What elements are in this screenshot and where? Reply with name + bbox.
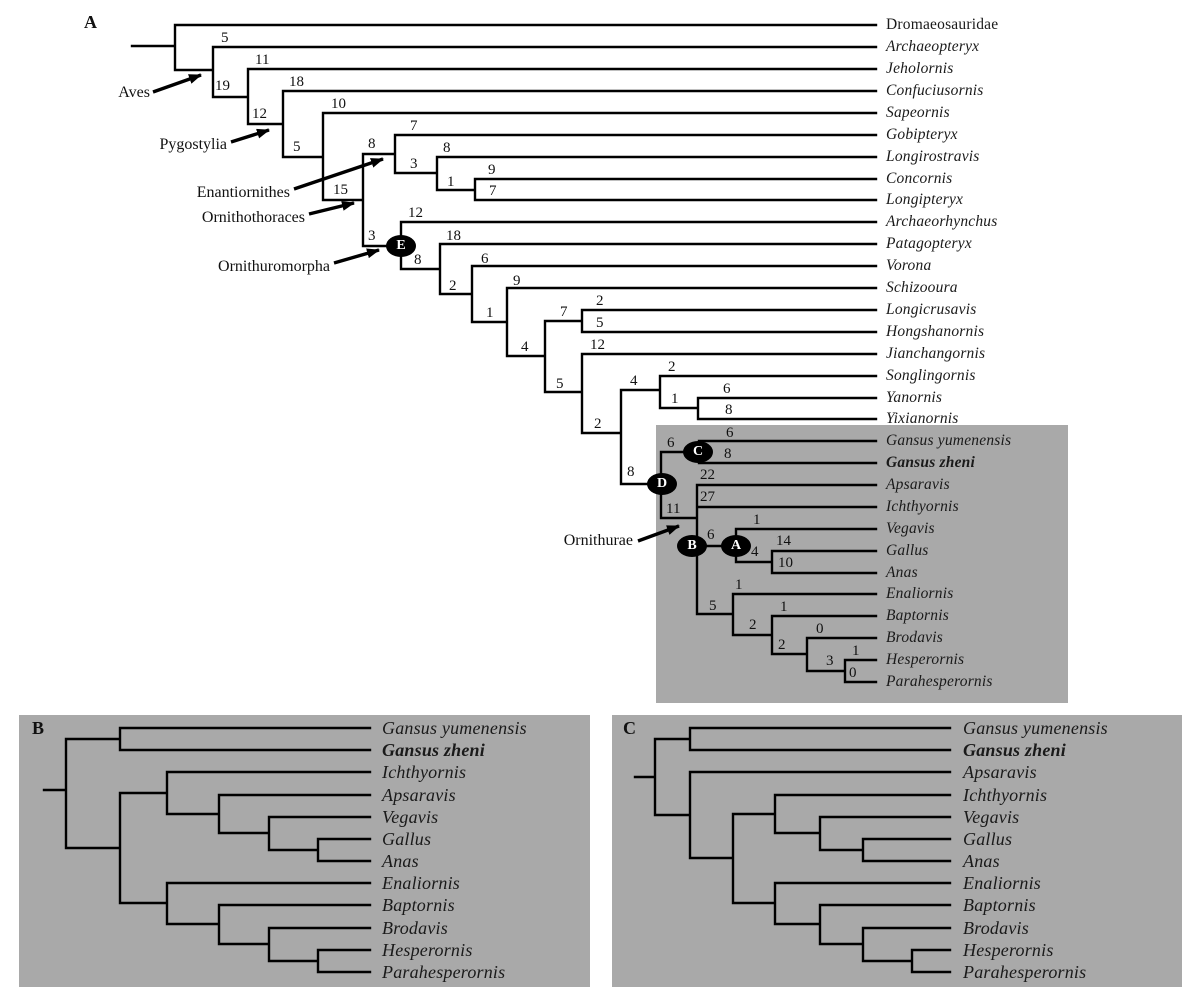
- branch-support-number: 1: [447, 174, 455, 190]
- branch-support-number: 1: [852, 643, 860, 659]
- branch-support-number: 10: [331, 96, 346, 112]
- taxon-label: Schizooura: [886, 279, 958, 296]
- branch-support-number: 7: [410, 118, 418, 134]
- branch-support-number: 3: [826, 653, 834, 669]
- panel-A-label: A: [84, 12, 97, 32]
- taxon-label: Archaeopteryx: [886, 38, 980, 55]
- taxon-label: Enaliornis: [382, 873, 461, 893]
- taxon-label: Enaliornis: [886, 585, 954, 602]
- node-marker-A: A: [721, 535, 751, 557]
- taxon-label: Baptornis: [963, 895, 1036, 915]
- branch-support-number: 6: [707, 527, 715, 543]
- clade-label-ornithothoraces: Ornithothoraces: [201, 209, 305, 226]
- branch-support-number: 8: [724, 446, 732, 462]
- branch-support-number: 8: [443, 140, 451, 156]
- taxon-label: Gansus zheni: [886, 454, 975, 471]
- taxon-label: Anas: [382, 851, 419, 871]
- taxon-label: Ichthyornis: [886, 498, 959, 515]
- taxon-label: Hesperornis: [382, 940, 473, 960]
- branch-support-number: 12: [408, 205, 423, 221]
- taxon-label: Hesperornis: [963, 940, 1054, 960]
- clade-label-enantiornithes: Enantiornithes: [196, 184, 290, 201]
- taxon-label: Gallus: [963, 829, 1013, 849]
- taxon-label: Yanornis: [886, 389, 943, 406]
- branch-support-number: 14: [776, 533, 791, 549]
- branch-support-number: 5: [709, 598, 717, 614]
- taxon-label: Longipteryx: [886, 191, 964, 208]
- branch-support-number: 6: [726, 425, 734, 441]
- taxon-label: Apsaravis: [886, 476, 950, 493]
- branch-support-number: 9: [488, 162, 496, 178]
- taxon-label: Baptornis: [886, 607, 949, 624]
- taxon-label: Gansus yumenensis: [963, 718, 1108, 738]
- taxon-label: Gansus yumenensis: [886, 432, 1012, 449]
- branch-support-number: 1: [735, 577, 743, 593]
- taxon-label: Songlingornis: [886, 367, 976, 384]
- branch-support-number: 27: [700, 489, 715, 505]
- branch-support-number: 6: [667, 435, 675, 451]
- taxon-label: Longicrusavis: [886, 301, 977, 318]
- branch-support-number: 0: [849, 665, 857, 681]
- taxon-label: Gansus yumenensis: [382, 718, 527, 738]
- branch-support-number: 2: [778, 637, 786, 653]
- taxon-label: Brodavis: [963, 918, 1029, 938]
- panel-B-label: B: [32, 718, 45, 738]
- taxon-label: Gansus zheni: [963, 740, 1066, 760]
- taxon-label: Hongshanornis: [886, 323, 985, 340]
- taxon-label: Vegavis: [963, 807, 1020, 827]
- taxon-label: Sapeornis: [886, 104, 950, 121]
- branch-support-number: 6: [723, 381, 731, 397]
- taxon-label: Longirostravis: [886, 148, 980, 165]
- node-marker-C: C: [683, 441, 713, 463]
- taxon-label: Parahesperornis: [886, 673, 993, 690]
- node-marker-D: D: [647, 473, 677, 495]
- branch-support-number: 1: [753, 512, 761, 528]
- taxon-label: Jeholornis: [886, 60, 954, 77]
- taxon-label: Brodavis: [382, 918, 448, 938]
- branch-support-number: 1: [671, 391, 679, 407]
- branch-support-number: 1: [780, 599, 788, 615]
- branch-support-number: 5: [596, 315, 604, 331]
- branch-support-number: 2: [668, 359, 676, 375]
- taxon-label: Vorona: [886, 257, 932, 274]
- taxon-label: Baptornis: [382, 895, 455, 915]
- branch-support-number: 11: [666, 501, 681, 517]
- branch-support-number: 10: [778, 555, 793, 571]
- taxon-label: Apsaravis: [963, 762, 1037, 782]
- taxon-label: Archaeorhynchus: [886, 213, 998, 230]
- branch-support-number: 11: [255, 52, 270, 68]
- taxon-label: Gallus: [886, 542, 929, 559]
- taxon-label: Apsaravis: [382, 785, 456, 805]
- branch-support-number: 4: [521, 339, 529, 355]
- branch-support-number: 18: [289, 74, 304, 90]
- branch-support-number: 8: [627, 464, 635, 480]
- taxon-label: Concornis: [886, 170, 953, 187]
- branch-support-number: 3: [410, 156, 418, 172]
- branch-support-number: 2: [596, 293, 604, 309]
- branch-support-number: 15: [333, 182, 348, 198]
- branch-support-number: 2: [749, 617, 757, 633]
- taxon-label: Ichthyornis: [963, 785, 1048, 805]
- taxon-label: Parahesperornis: [963, 962, 1087, 982]
- clade-label-aves: Aves: [118, 84, 150, 101]
- clade-label-ornithuromorpha: Ornithuromorpha: [218, 258, 330, 275]
- taxon-label: Enaliornis: [963, 873, 1042, 893]
- branch-support-number: 7: [560, 304, 568, 320]
- branch-support-number: 4: [630, 373, 638, 389]
- node-marker-E: E: [386, 235, 416, 257]
- taxon-label: Hesperornis: [886, 651, 965, 668]
- branch-support-number: 2: [449, 278, 457, 294]
- branch-support-number: 5: [556, 376, 564, 392]
- taxon-label: Parahesperornis: [382, 962, 506, 982]
- clade-label-ornithurae: Ornithurae: [563, 532, 633, 549]
- branch-support-number: 3: [368, 228, 376, 244]
- branch-support-number: 7: [489, 183, 497, 199]
- branch-support-number: 8: [414, 252, 422, 268]
- taxon-label: Vegavis: [382, 807, 439, 827]
- taxon-label: Yixianornis: [886, 410, 959, 427]
- taxon-label: Gallus: [382, 829, 432, 849]
- taxon-label: Patagopteryx: [886, 235, 972, 252]
- taxon-label: Anas: [886, 564, 918, 581]
- branch-support-number: 8: [725, 402, 733, 418]
- branch-support-number: 6: [481, 251, 489, 267]
- branch-support-number: 0: [816, 621, 824, 637]
- node-marker-B: B: [677, 535, 707, 557]
- branch-support-number: 5: [293, 139, 301, 155]
- taxon-label: Gansus zheni: [382, 740, 485, 760]
- taxon-label: Confuciusornis: [886, 82, 984, 99]
- branch-support-number: 12: [252, 106, 267, 122]
- branch-support-number: 18: [446, 228, 461, 244]
- taxon-label: Brodavis: [886, 629, 943, 646]
- branch-support-number: 22: [700, 467, 715, 483]
- taxon-label: Anas: [963, 851, 1000, 871]
- branch-support-number: 1: [486, 305, 494, 321]
- taxon-label: Vegavis: [886, 520, 935, 537]
- branch-support-number: 9: [513, 273, 521, 289]
- branch-support-number: 12: [590, 337, 605, 353]
- branch-support-number: 5: [221, 30, 229, 46]
- panel-C-label: C: [623, 718, 636, 738]
- taxon-label: Dromaeosauridae: [886, 16, 999, 33]
- branch-support-number: 19: [215, 78, 230, 94]
- taxon-label: Jianchangornis: [886, 345, 986, 362]
- taxon-label: Gobipteryx: [886, 126, 958, 143]
- branch-support-number: 2: [594, 416, 602, 432]
- clade-label-pygostylia: Pygostylia: [159, 136, 227, 153]
- branch-support-number: 4: [751, 544, 759, 560]
- taxon-label: Ichthyornis: [382, 762, 467, 782]
- branch-support-number: 8: [368, 136, 376, 152]
